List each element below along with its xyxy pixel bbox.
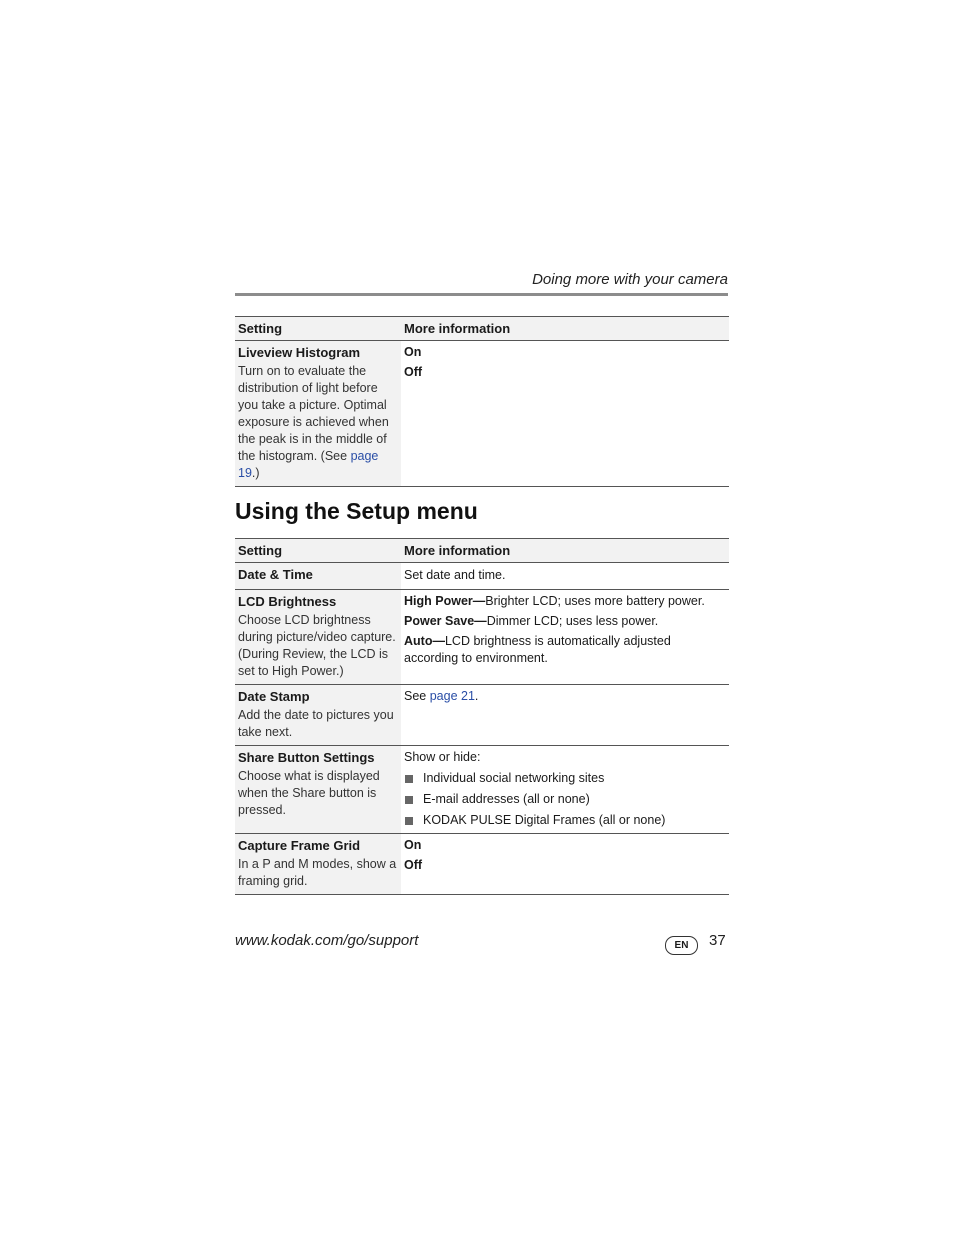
option-high-power [404, 593, 726, 610]
info-cell [401, 590, 729, 685]
list-item-text: KODAK PULSE Digital Frames (all or none) [423, 813, 666, 827]
page-link[interactable]: page 21 [429, 689, 475, 703]
option-off: Off [404, 365, 423, 379]
table-row [235, 341, 729, 487]
info-cell [401, 341, 729, 487]
option-text: Brighter LCD; uses more battery power. [485, 594, 705, 608]
setting-cell [235, 341, 401, 487]
option-on: On [404, 838, 422, 852]
setting-description: Choose what is displayed when the Share button is pressed. [238, 769, 380, 817]
col-header-setting: Setting [235, 317, 401, 341]
description-text: Turn on to evaluate the distribution of light before you take a picture. Optimal exposure is achieved when the peak is in the middle of the histogram. (See [238, 364, 389, 463]
info-cell [401, 746, 729, 834]
option-label: High Power— [404, 594, 486, 608]
running-header: Doing more with your camera [532, 271, 728, 288]
setting-name: Date & Time [238, 567, 313, 582]
col-header-more-information: More information [401, 539, 729, 563]
setting-cell [235, 685, 401, 746]
col-header-more-information: More information [401, 317, 729, 341]
list-item-text: Individual social networking sites [423, 771, 605, 785]
language-badge: EN [665, 936, 698, 955]
setting-name: LCD Brightness [238, 594, 337, 609]
col-header-setting: Setting [235, 539, 401, 563]
setting-description [238, 363, 398, 482]
setting-description: Choose LCD brightness during picture/video capture. (During Review, the LCD is set to High Power.) [238, 613, 396, 678]
table-header-row [235, 317, 729, 341]
table-row-date-time [235, 563, 729, 590]
info-text: Set date and time. [404, 568, 506, 582]
page-link[interactable]: page 19 [238, 449, 379, 480]
list-item-text: E-mail addresses (all or none) [423, 792, 590, 806]
table-row-share-button [235, 746, 729, 834]
section-heading: Using the Setup menu [235, 498, 478, 524]
option-text: Dimmer LCD; uses less power. [486, 614, 659, 628]
setting-name: Liveview Histogram [238, 345, 361, 360]
table-row-capture-grid [235, 834, 729, 895]
square-bullet-icon [405, 796, 413, 804]
option-text: LCD brightness is automatically adjusted according to environment. [404, 634, 671, 665]
option-auto [404, 633, 726, 667]
list-item [404, 770, 726, 787]
settings-table-camera [235, 316, 729, 487]
setting-name: Date Stamp [238, 689, 310, 704]
setting-cell [235, 834, 401, 895]
info-text [404, 688, 726, 705]
info-cell [401, 563, 729, 590]
option-label: Auto— [404, 634, 445, 648]
info-suffix: . [474, 689, 479, 703]
option-label: Power Save— [404, 614, 487, 628]
info-cell [401, 834, 729, 895]
info-intro: Show or hide: [404, 750, 481, 764]
setting-description: Add the date to pictures you take next. [238, 708, 394, 739]
square-bullet-icon [405, 817, 413, 825]
table-row-date-stamp [235, 685, 729, 746]
list-item [404, 791, 726, 808]
setting-name: Capture Frame Grid [238, 838, 361, 853]
setting-cell [235, 590, 401, 685]
header-rule [235, 293, 728, 296]
support-url[interactable]: www.kodak.com/go/support [235, 932, 419, 949]
info-cell [401, 685, 729, 746]
square-bullet-icon [405, 775, 413, 783]
setting-cell [235, 746, 401, 834]
setting-name: Share Button Settings [238, 750, 375, 765]
option-on: On [404, 345, 422, 359]
page-number: 37 [709, 932, 726, 949]
table-header-row [235, 539, 729, 563]
list-item [404, 812, 726, 829]
settings-table-setup [235, 538, 729, 895]
setting-cell [235, 563, 401, 590]
table-row-lcd-brightness [235, 590, 729, 685]
setting-description: In a P and M modes, show a framing grid. [238, 857, 397, 888]
description-text-end: .) [251, 466, 260, 480]
option-off: Off [404, 858, 423, 872]
option-power-save [404, 613, 726, 630]
info-prefix: See [404, 689, 430, 703]
